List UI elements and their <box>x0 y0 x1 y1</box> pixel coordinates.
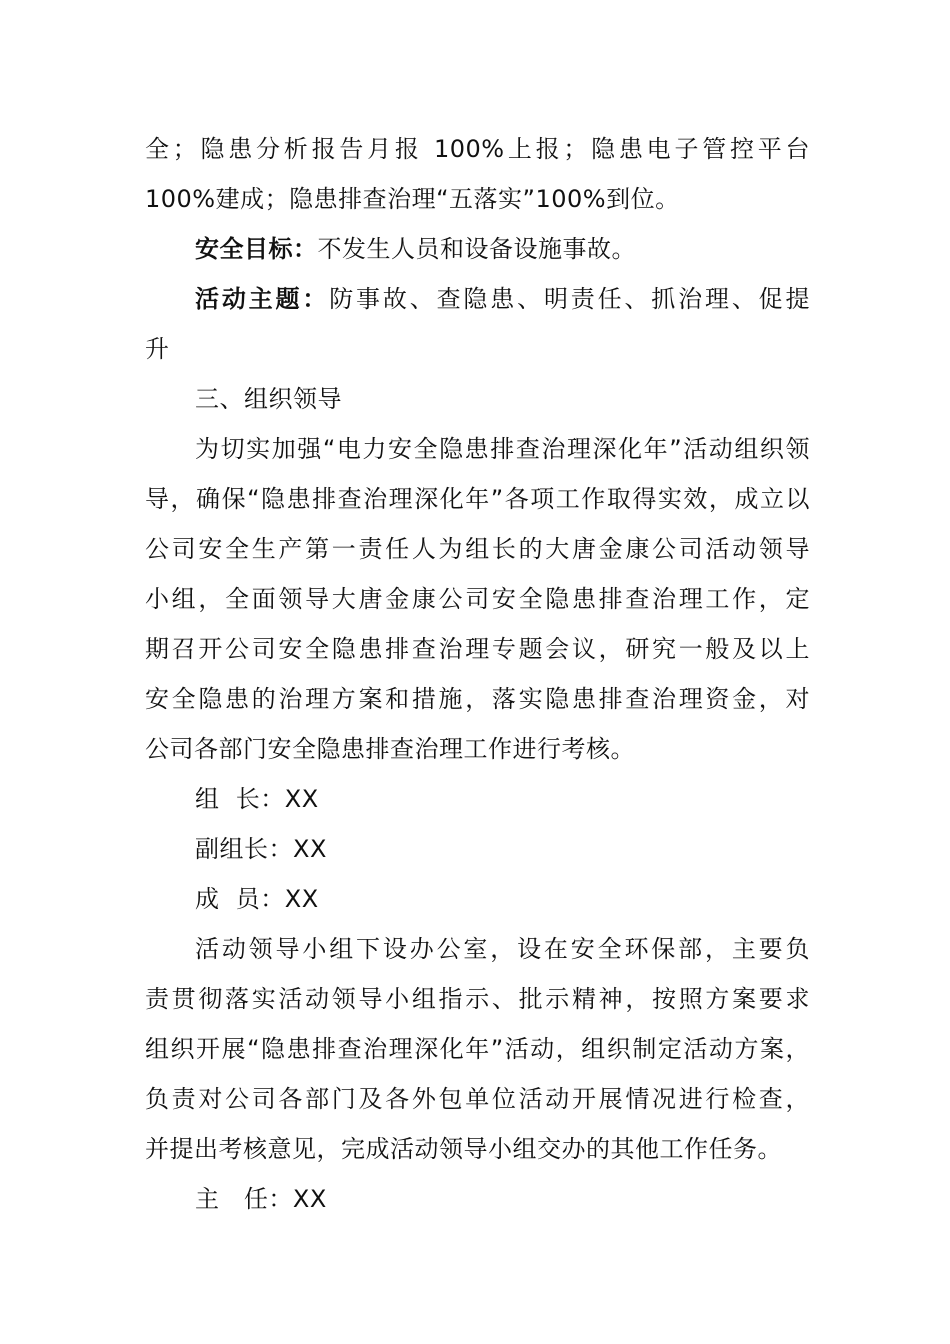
paragraph-line: 负责对公司各部门及各外包单位活动开展情况进行检查， <box>145 1085 810 1113</box>
activity-theme-text: 防事故、查隐患、明责任、抓治理、促提 <box>329 285 811 313</box>
paragraph-line: 全；隐患分析报告月报 100%上报；隐患电子管控平台 <box>145 135 810 163</box>
paragraph-line: 并提出考核意见，完成活动领导小组交办的其他工作任务。 <box>145 1135 782 1163</box>
safety-goal-text: 不发生人员和设备设施事故。 <box>317 235 636 263</box>
paragraph-line: 公司安全生产第一责任人为组长的大唐金康公司活动领导 <box>145 535 810 563</box>
paragraph-line: 期召开公司安全隐患排查治理专题会议，研究一般及以上 <box>145 635 810 663</box>
paragraph-line: 小组，全面领导大唐金康公司安全隐患排查治理工作，定 <box>145 585 810 613</box>
members-line: 成 员：XX <box>195 885 319 913</box>
activity-theme-label: 活动主题： <box>195 285 330 313</box>
paragraph-line: 责贯彻落实活动领导小组指示、批示精神，按照方案要求 <box>145 985 810 1013</box>
paragraph-line: 组织开展“隐患排查治理深化年”活动，组织制定活动方案， <box>145 1035 810 1063</box>
activity-theme-continuation: 升 <box>145 335 170 363</box>
paragraph-line: 导，确保“隐患排查治理深化年”各项工作取得实效，成立以 <box>145 485 810 513</box>
safety-goal-line <box>195 224 810 274</box>
safety-goal-label: 安全目标： <box>195 235 318 263</box>
activity-theme-line <box>195 274 810 324</box>
paragraph-line: 为切实加强“电力安全隐患排查治理深化年”活动组织领 <box>195 435 810 463</box>
section-heading: 三、组织领导 <box>195 385 342 413</box>
paragraph-line: 活动领导小组下设办公室，设在安全环保部，主要负 <box>195 935 810 963</box>
group-leader-line: 组 长：XX <box>195 785 319 813</box>
deputy-leader-line: 副组长：XX <box>195 835 327 863</box>
paragraph-line: 安全隐患的治理方案和措施，落实隐患排查治理资金，对 <box>145 685 810 713</box>
director-line: 主 任：XX <box>195 1185 327 1213</box>
paragraph-line: 100%建成；隐患排查治理“五落实”100%到位。 <box>145 185 680 213</box>
paragraph-line: 公司各部门安全隐患排查治理工作进行考核。 <box>145 735 635 763</box>
